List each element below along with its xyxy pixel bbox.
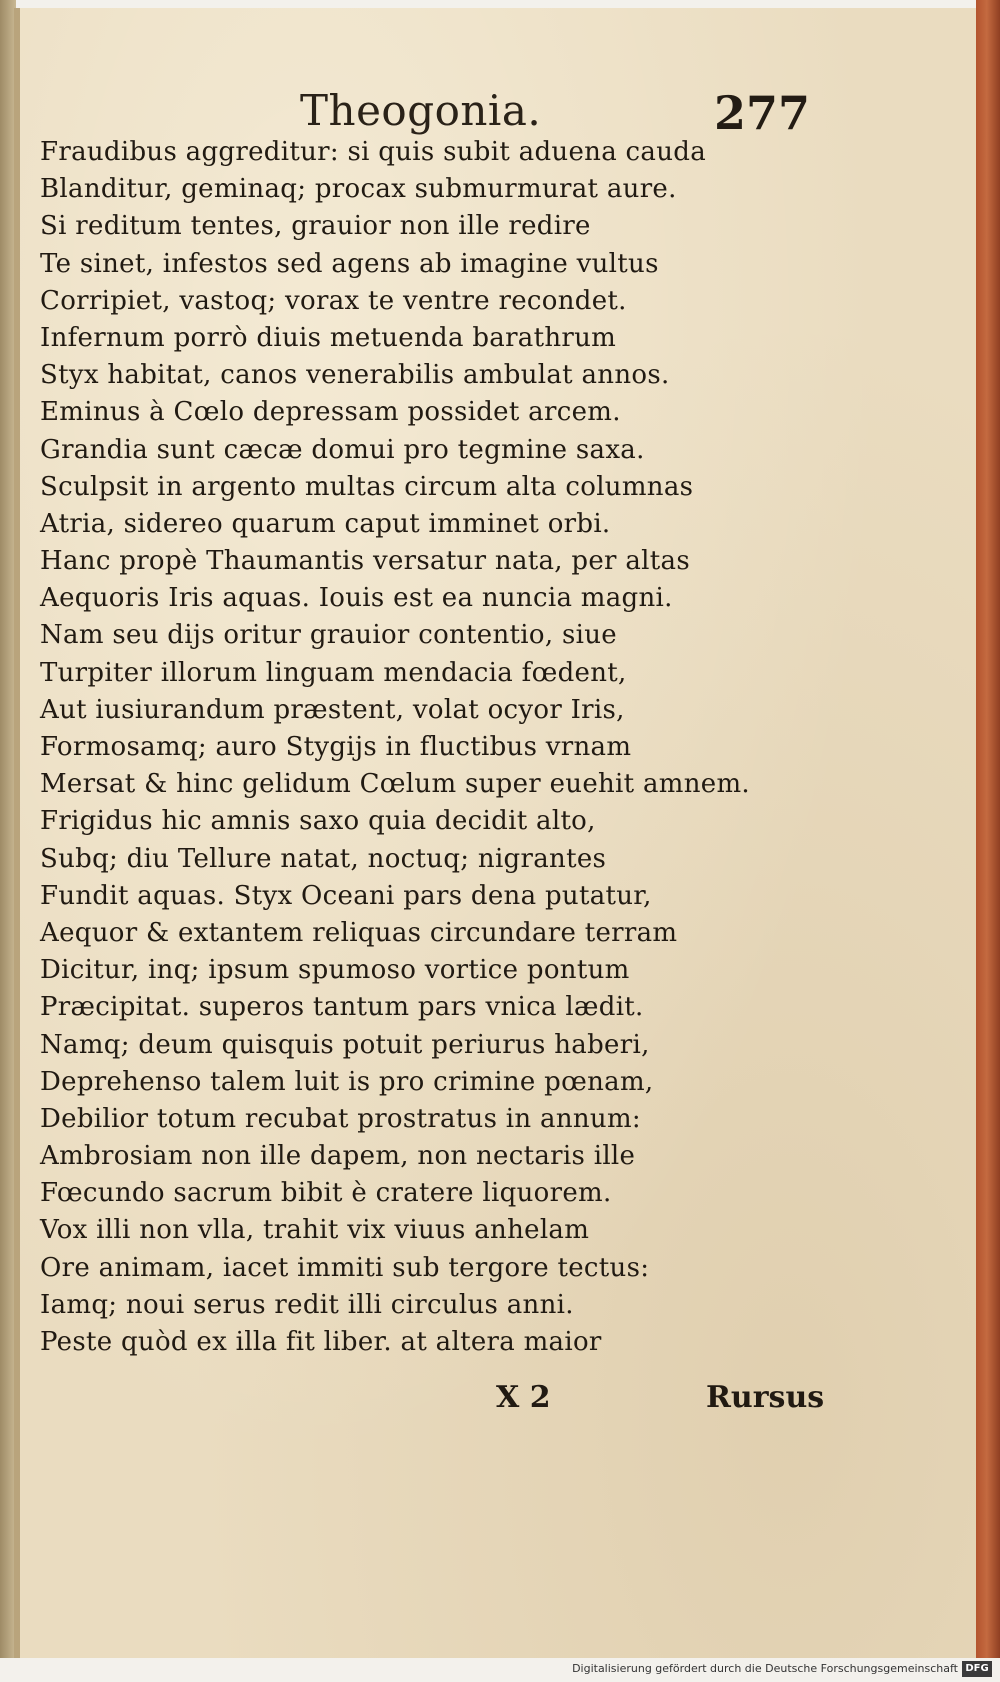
- page-footer: [20, 1380, 982, 1430]
- digitization-credit-bar: [0, 1658, 1000, 1682]
- signature-mark: X 2: [496, 1380, 551, 1415]
- dfg-logo-icon: DFG: [962, 1661, 992, 1677]
- verse-line: Si reditum tentes, grauior non ille redire: [40, 211, 591, 242]
- verse-line: Atria, sidereo quarum caput imminet orbi.: [40, 508, 611, 539]
- verse-line: Aut iusiurandum præstent, volat ocyor Iris,: [40, 694, 625, 725]
- verse-line: Corripiet, vastoq; vorax te ventre recondet.: [40, 285, 627, 316]
- verse-line: Infernum porrò diuis metuenda barathrum: [40, 322, 617, 353]
- verse-line: Fraudibus aggreditur: si quis subit aduena cauda: [40, 137, 707, 167]
- verse-line: Nam seu dijs oritur grauior contentio, siue: [40, 620, 617, 651]
- verse-line: Aequoris Iris aquas. Iouis est ea nuncia magni.: [40, 583, 673, 614]
- catchword: Rursus: [706, 1380, 825, 1415]
- verse-line: Subq; diu Tellure natat, noctuq; nigrantes: [40, 843, 607, 874]
- red-page-edge: [976, 0, 1000, 1658]
- verse-line: Turpiter illorum linguam mendacia fœdent,: [40, 657, 627, 688]
- verse-line: Peste quòd ex illa fit liber. at altera maior: [40, 1327, 602, 1357]
- page-number: 277: [714, 86, 811, 140]
- verse-line: Fundit aquas. Styx Oceani pars dena putatur,: [40, 880, 652, 911]
- verse-line: Styx habitat, canos venerabilis ambulat annos.: [40, 360, 670, 391]
- verse-line: Iamq; noui serus redit illi circulus anni.: [40, 1289, 574, 1320]
- verse-line: Fœcundo sacrum bibit è cratere liquorem.: [40, 1178, 612, 1209]
- verse-line: Namq; deum quisquis potuit periurus haberi,: [40, 1029, 650, 1060]
- verse-line: Debilior totum recubat prostratus in annum:: [40, 1103, 641, 1134]
- book-page: [14, 8, 982, 1658]
- verse-line: Blanditur, geminaq; procax submurmurat aure.: [40, 174, 677, 205]
- verse-text-block: [40, 134, 810, 1361]
- verse-line: Formosamq; auro Stygijs in fluctibus vrnam: [40, 732, 632, 762]
- verse-line: Eminus à Cœlo depressam possidet arcem.: [40, 397, 621, 428]
- credit-text: Digitalisierung gefördert durch die Deutsche Forschungsgemeinschaft: [572, 1662, 958, 1675]
- verse-line: Mersat & hinc gelidum Cœlum super euehit amnem.: [40, 769, 750, 800]
- verse-line: Hanc propè Thaumantis versatur nata, per altas: [40, 546, 690, 577]
- verse-line: Deprehenso talem luit is pro crimine pœnam,: [40, 1066, 654, 1097]
- verse-line: Grandia sunt cæcæ domui pro tegmine saxa.: [40, 434, 645, 465]
- verse-line: Vox illi non vlla, trahit vix viuus anhelam: [40, 1215, 590, 1246]
- verse-line: Ambrosiam non ille dapem, non nectaris ille: [40, 1141, 636, 1172]
- verse-line: Te sinet, infestos sed agens ab imagine vultus: [40, 248, 659, 279]
- verse-line: Frigidus hic amnis saxo quia decidit alto,: [40, 806, 596, 837]
- verse-line: Aequor & extantem reliquas circundare terram: [40, 917, 678, 948]
- verse-line: Ore animam, iacet immiti sub tergore tectus:: [40, 1252, 650, 1283]
- verse-line: Sculpsit in argento multas circum alta columnas: [40, 471, 694, 502]
- verse-line: Præcipitat. superos tantum pars vnica lædit.: [40, 992, 644, 1023]
- running-title: Theogonia.: [300, 86, 542, 135]
- verse-line: Dicitur, inq; ipsum spumoso vortice pontum: [40, 955, 630, 986]
